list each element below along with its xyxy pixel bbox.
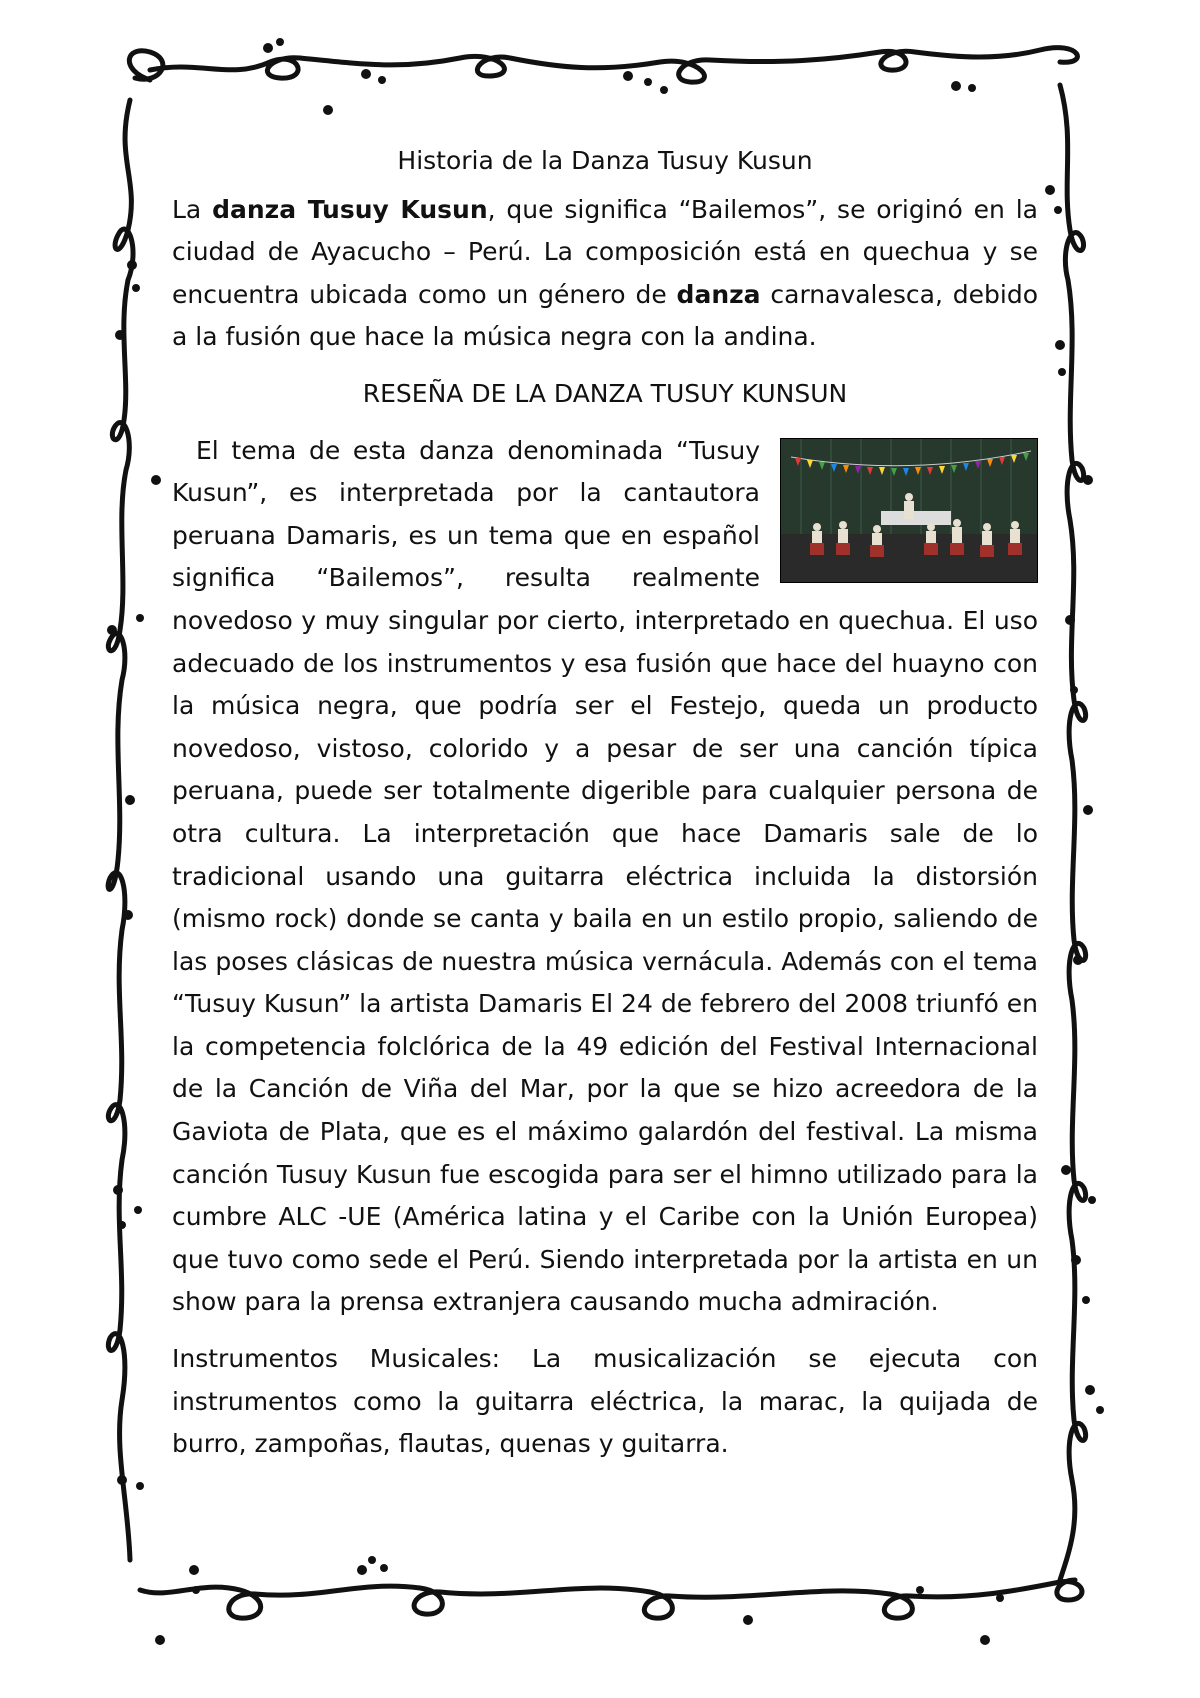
instruments-paragraph: Instrumentos Musicales: La musicalización se ejecuta con instrumentos como la guitarra eléctrica, la marac, la quijada de burro, zampoñas, flautas, quenas y guitarra. [172,1344,1038,1459]
border-right [1060,85,1086,1580]
intro-bold-2: danza [676,279,761,309]
review-paragraph [172,430,1038,1324]
document-body [172,140,1038,1466]
border-bottom [140,1580,1082,1618]
intro-bold-1: danza Tusuy Kusun [212,194,488,224]
document-title: Historia de la Danza Tusuy Kusun [397,146,813,175]
border-top [129,48,1077,82]
intro-text-3: carnavalesca, debido a la fusión que hace la música negra con la andina. [172,279,1038,352]
intro-text-2: , que significa “Bailemos”, se originó en la ciudad de Ayacucho – Perú. La composición está en quechua y se encuentra ubicada como un género de [172,194,1038,309]
border-left [108,100,133,1560]
intro-text-1: La [172,194,213,224]
section-heading: RESEÑA DE LA DANZA TUSUY KUNSUN [362,378,848,408]
dance-photo [780,438,1038,583]
review-text: El tema de esta danza denominada “Tusuy Kusun”, es interpretada por la cantautora peruana Damaris, es un tema que en español significa “Bailemos”, resulta realmente novedoso y muy singular por cierto, interpretado en quechua. El uso adecuado de los instrumentos y esa fusión que hace del huayno con la música negra, que podría ser el Festejo, queda un producto novedoso, vistoso, colorido y a pesar de ser una canción típica peruana, puede ser totalmente digerible para cualquier persona de otra cultura. La interpretación que hace Damaris sale de lo tradicional usando una guitarra eléctrica incluida la distorsión (mismo rock) donde se canta y baila en un estilo propio, saliendo de las poses clásicas de nuestra música vernácula. Además con el tema “Tusuy Kusun” la artista Damaris El 24 de febrero del 2008 triunfó en la competencia folclórica de la 49 edición del Festival Internacional de la Canción de Viña del Mar, por la que se hizo acreedora de la Gaviota de Plata, que es el máximo galardón del festival. La misma canción Tusuy Kusun fue escogida para ser el himno utilizado para la cumbre ALC -UE (América latina y el Caribe con la Unión Europea) que tuvo como sede el Perú. Siendo interpretada por la artista en un show para la prensa extranjera causando mucha admiración. [172,435,1038,1317]
intro-paragraph [172,189,1038,359]
